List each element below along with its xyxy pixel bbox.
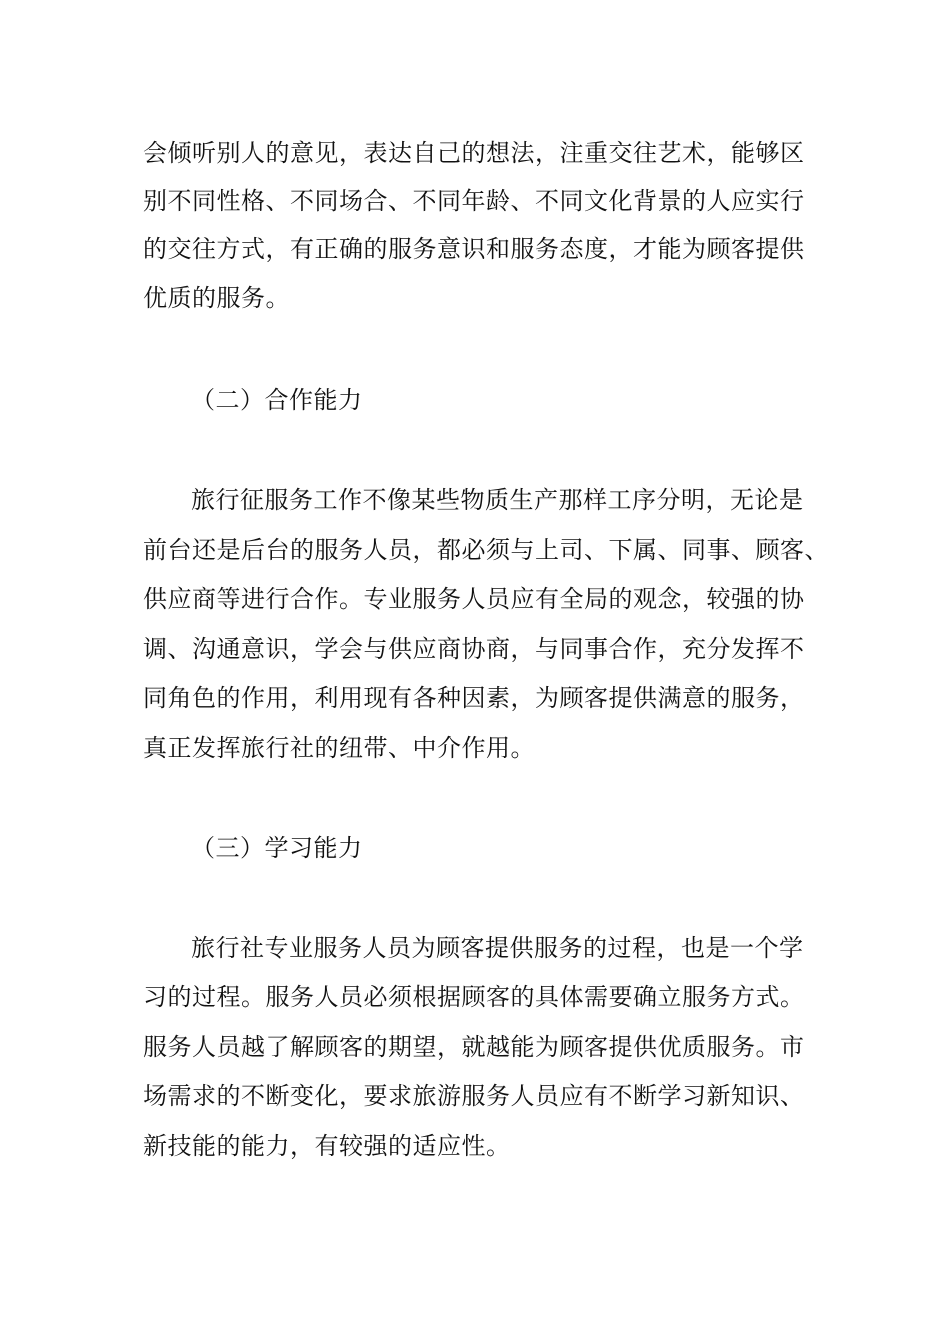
paragraph-line: 真正发挥旅行社的纽带、中介作用。 [143, 734, 535, 762]
paragraph-line: 调、沟通意识，学会与供应商协商，与同事合作，充分发挥不 [143, 635, 805, 663]
paragraph-line: 旅行征服务工作不像某些物质生产那样工序分明，无论是 [191, 486, 804, 514]
paragraph-line: 习的过程。服务人员必须根据顾客的具体需要确立服务方式。 [143, 983, 805, 1011]
paragraph-line: 供应商等进行合作。专业服务人员应有全局的观念，较强的协 [143, 585, 805, 613]
paragraph-line: 同角色的作用，利用现有各种因素，为顾客提供满意的服务， [143, 684, 805, 712]
section-heading-cooperation: （二）合作能力 [191, 386, 363, 414]
paragraph-line: 会倾听别人的意见，表达自己的想法，注重交往艺术，能够区 [143, 139, 805, 167]
paragraph-line: 优质的服务。 [143, 284, 290, 312]
paragraph-line: 别不同性格、不同场合、不同年龄、不同文化背景的人应实行 [143, 187, 805, 215]
paragraph-line: 的交往方式，有正确的服务意识和服务态度，才能为顾客提供 [143, 235, 805, 263]
paragraph-line: 前台还是后台的服务人员，都必须与上司、下属、同事、顾客、 [143, 536, 829, 564]
paragraph-line: 服务人员越了解顾客的期望，就越能为顾客提供优质服务。市 [143, 1033, 805, 1061]
paragraph-line: 旅行社专业服务人员为顾客提供服务的过程，也是一个学 [191, 934, 804, 962]
paragraph-line: 新技能的能力，有较强的适应性。 [143, 1132, 511, 1160]
section-heading-learning: （三）学习能力 [191, 834, 363, 862]
paragraph-line: 场需求的不断变化，要求旅游服务人员应有不断学习新知识、 [143, 1082, 805, 1110]
